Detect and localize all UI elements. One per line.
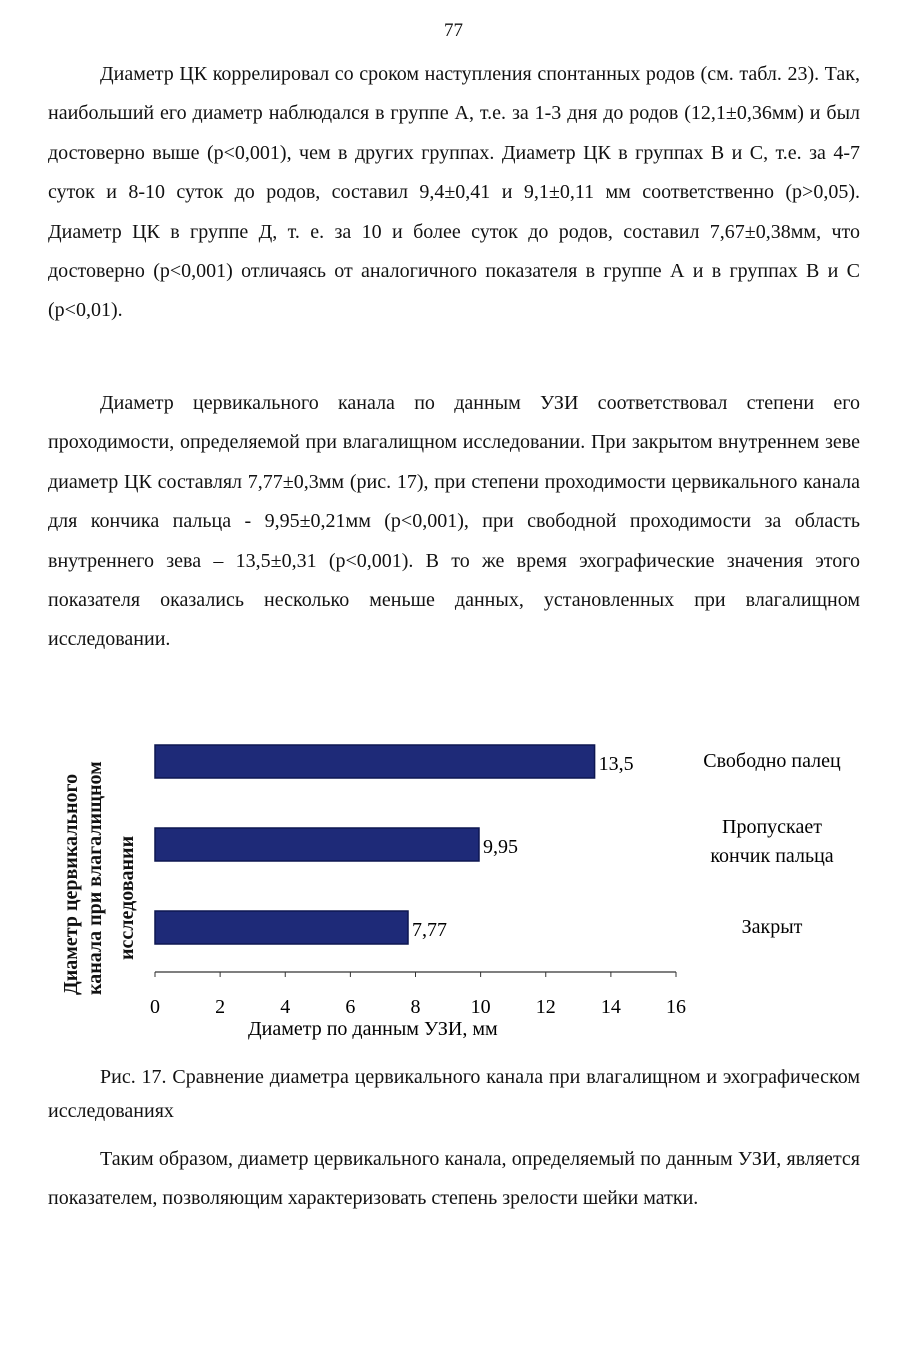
x-tick-label: 14: [600, 996, 621, 1018]
bar-value-label: 7,77: [412, 919, 448, 941]
x-tick-label: 16: [666, 996, 686, 1018]
y-axis-label-line-1: Диаметр цервикального: [60, 773, 82, 995]
x-tick-label: 0: [150, 996, 160, 1018]
x-tick-label: 10: [470, 996, 491, 1018]
category-label: Свободно палец: [703, 750, 841, 772]
category-label: Закрыт: [741, 916, 803, 938]
x-axis-title: Диаметр по данным УЗИ, мм: [247, 1018, 498, 1040]
bar-value-label: 13,5: [598, 753, 634, 775]
paragraph-1: Диаметр ЦК коррелировал со сроком наступления спонтанных родов (см. табл. 23). Так, наибольший его диаметр наблюдался в группе А, т.е. за 1-3 дня до родов (12,1±0,36мм) и был достоверно выше (p<0,001), чем в других группах. Диаметр ЦК в группах В и С, т.е. за 4-7 суток и 8-10 суток до родов, составил 9,4±0,41 и 9,1±0,11 мм соответственно (p>0,05). Диаметр ЦК в группе Д, т. е. за 10 и более суток до родов, составил 7,67±0,38мм, что достоверно (p<0,001) отличаясь от аналогичного показателя в группе А и в группах В и С (p<0,01).: [48, 63, 860, 322]
y-axis-label-line-3: исследовании: [116, 835, 138, 960]
bar-value-label: 9,95: [482, 836, 518, 858]
x-tick-label: 2: [215, 996, 226, 1018]
category-label: кончик пальца: [710, 845, 834, 867]
x-tick-label: 6: [345, 996, 356, 1018]
y-axis-label-line-2: канала при влагалищном: [84, 761, 106, 995]
figure-caption: Рис. 17. Сравнение диаметра цервикального канала при влагалищном и эхографическом исследованиях: [48, 1066, 860, 1122]
x-tick-label: 12: [535, 996, 556, 1018]
bar: [155, 828, 479, 861]
paragraph-3: Таким образом, диаметр цервикального канала, определяемый по данным УЗИ, является показателем, позволяющим характеризовать степень зрелости шейки матки.: [48, 1148, 860, 1210]
page-number: 77: [444, 20, 463, 41]
category-label: Пропускает: [722, 816, 822, 838]
x-tick-label: 8: [410, 996, 421, 1018]
x-tick-label: 4: [280, 996, 291, 1018]
bar: [155, 745, 595, 778]
bar: [155, 911, 408, 944]
paragraph-2: Диаметр цервикального канала по данным УЗИ соответствовал степени его проходимости, определяемой при влагалищном исследовании. При закрытом внутреннем зеве диаметр ЦК составлял 7,77±0,3мм (рис. 17), при степени проходимости цервикального канала для кончика пальца - 9,95±0,21мм (p<0,001), при свободной проходимости за область внутреннего зева – 13,5±0,31 (p<0,001). В то же время эхографические значения этого показателя оказались несколько меньше данных, установленных при влагалищном исследовании.: [48, 392, 860, 651]
